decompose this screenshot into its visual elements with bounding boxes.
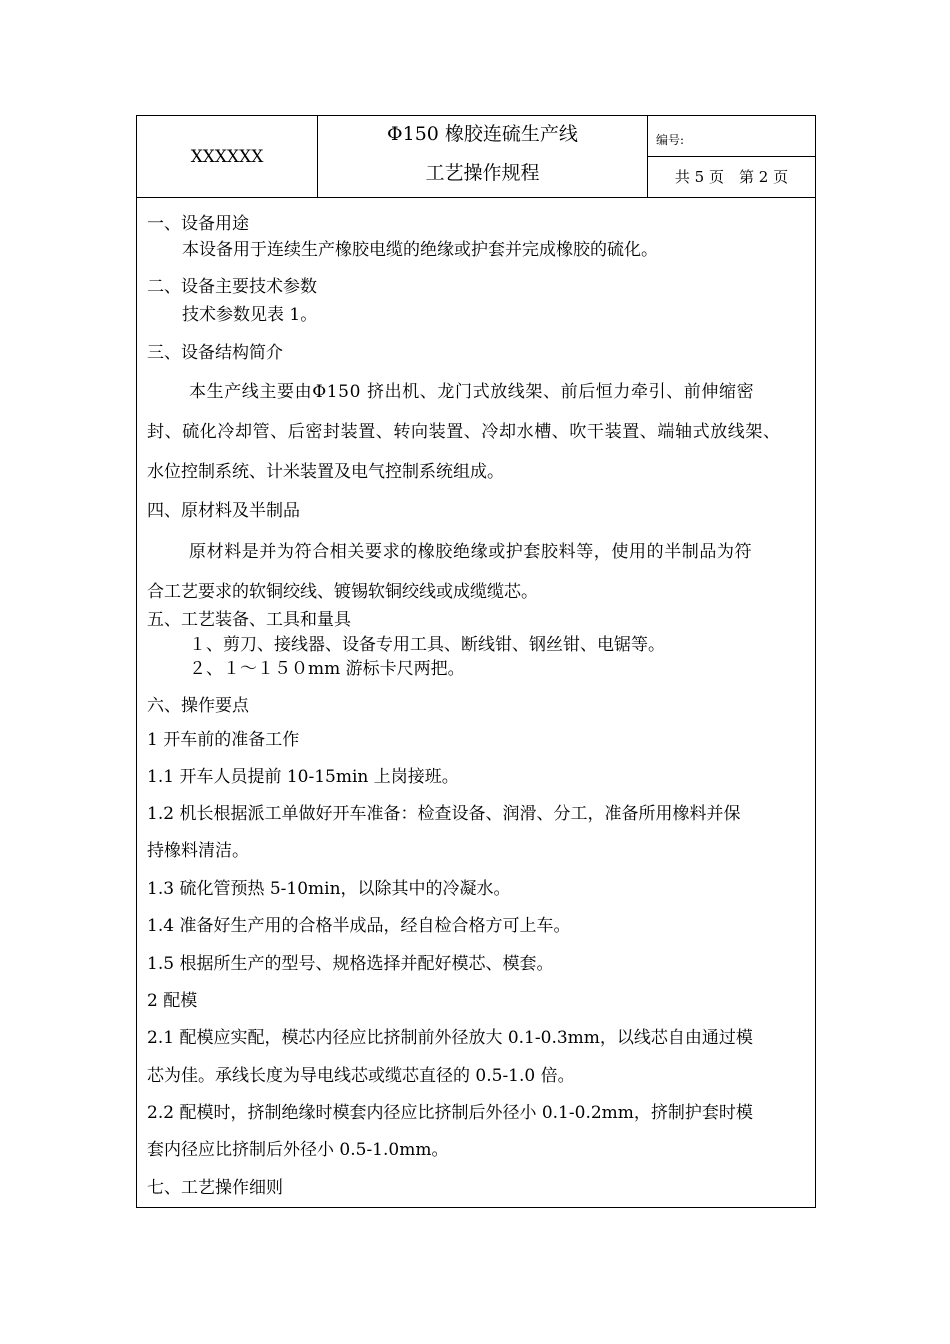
section-heading: 一、设备用途	[147, 214, 249, 234]
body-text-line: 本生产线主要由Φ150 挤出机、龙门式放线架、前后恒力牵引、前伸缩密	[189, 382, 755, 402]
body-text-line: 1.1 开车人员提前 10-15min 上岗接班。	[147, 767, 459, 787]
title-line-1: Φ150 橡胶连硫生产线	[387, 123, 578, 145]
section-heading: 二、设备主要技术参数	[147, 277, 317, 297]
header-divider	[137, 197, 815, 198]
body-text-line: 1.3 硫化管预热 5-10min，以除其中的冷凝水。	[147, 879, 511, 899]
body-text-line: 1.2 机长根据派工单做好开车准备：检查设备、润滑、分工，准备所用橡料并保	[147, 804, 741, 824]
document-number-label: 编号:	[648, 116, 815, 157]
body-text-line: 持橡料清洁。	[147, 841, 249, 861]
section-heading: 三、设备结构简介	[147, 343, 283, 363]
body-text-line: 芯为佳。承线长度为导电线芯或缆芯直径的 0.5-1.0 倍。	[147, 1066, 575, 1086]
page-info: 共 5 页 第 2 页	[674, 168, 789, 186]
section-heading: 四、原材料及半制品	[147, 501, 300, 521]
body-text-line: 2.2 配模时，挤制绝缘时模套内径应比挤制后外径小 0.1-0.2mm，挤制护套时模	[147, 1103, 753, 1123]
body-text-line: 封、硫化冷却管、后密封装置、转向装置、冷却水槽、吹干装置、端轴式放线架、	[147, 422, 781, 442]
subsection-heading: 1 开车前的准备工作	[147, 730, 300, 750]
body-text-line: 1.5 根据所生产的型号、规格选择并配好模芯、模套。	[147, 954, 554, 974]
section-heading: 七、工艺操作细则	[147, 1178, 283, 1198]
list-item: ２、１～１５０mm 游标卡尺两把。	[189, 659, 465, 679]
body-text-line: 合工艺要求的软铜绞线、镀锡软铜绞线或成缆缆芯。	[147, 582, 538, 602]
section-heading: 六、操作要点	[147, 696, 249, 716]
body-text-line: 水位控制系统、计米装置及电气控制系统组成。	[147, 462, 504, 482]
subsection-heading: 2 配模	[147, 991, 198, 1011]
section-heading: 五、工艺装备、工具和量具	[147, 610, 351, 630]
document-title	[318, 116, 648, 197]
list-item: １、剪刀、接线器、设备专用工具、断线钳、钢丝钳、电锯等。	[189, 635, 665, 655]
body-text-line: 技术参数见表 1。	[182, 305, 318, 325]
title-line-2: 工艺操作规程	[425, 162, 540, 184]
body-text-line: 1.4 准备好生产用的合格半成品，经自检合格方可上车。	[147, 916, 571, 936]
body-text-line: 本设备用于连续生产橡胶电缆的绝缘或护套并完成橡胶的硫化。	[182, 240, 658, 260]
body-text-line: 原材料是并为符合相关要求的橡胶绝缘或护套胶料等，使用的半制品为符	[189, 542, 753, 562]
company-name: XXXXXX	[137, 116, 318, 197]
body-text-line: 2.1 配模应实配，模芯内径应比挤制前外径放大 0.1-0.3mm，以线芯自由通过模	[147, 1028, 753, 1048]
document-frame	[136, 115, 816, 1208]
body-text-line: 套内径应比挤制后外径小 0.5-1.0mm。	[147, 1140, 449, 1160]
